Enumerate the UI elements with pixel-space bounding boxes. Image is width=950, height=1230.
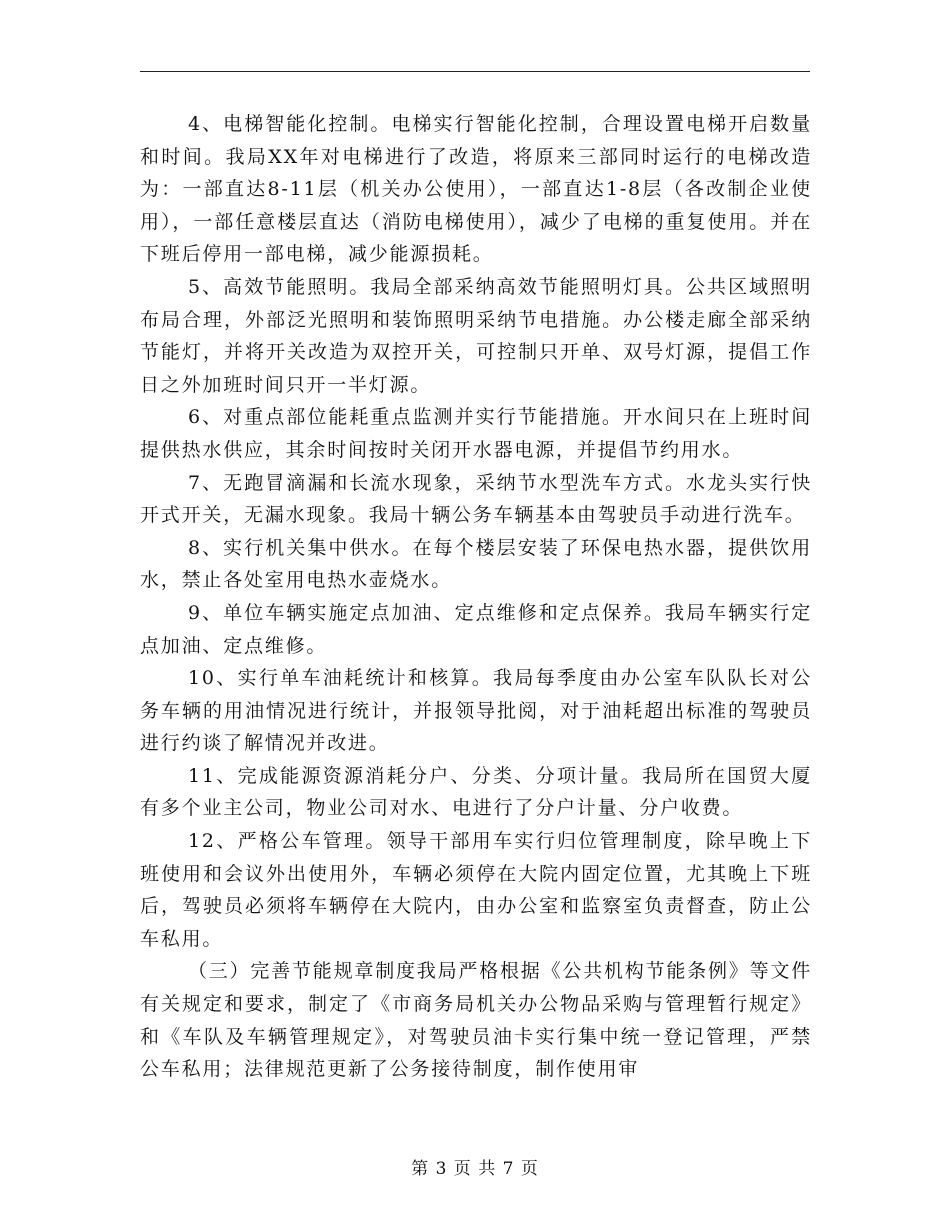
paragraph-fuel-statistics: 10、实行单车油耗统计和核算。我局每季度由办公室车队队长对公务车辆的用油情况进行统计，并报领导批阅，对于油耗超出标准的驾驶员进行约谈了解情况并改进。 xyxy=(140,667,812,755)
document-body xyxy=(140,108,812,1086)
paragraph-central-water-supply: 8、实行机关集中供水。在每个楼层安装了环保电热水器，提供饮用水，禁止各处室用电热水壶烧水。 xyxy=(140,536,812,592)
paragraph-key-area-monitoring: 6、对重点部位能耗重点监测并实行节能措施。开水间只在上班时间提供热水供应，其余时间按时关闭开水器电源，并提倡节约用水。 xyxy=(140,406,812,461)
page-footer: 第 3 页 共 7 页 xyxy=(411,1159,539,1179)
paragraph-regulations: （三）完善节能规章制度我局严格根据《公共机构节能条例》等文件有关规定和要求，制定了《市商务局机关办公物品采购与管理暂行规定》和《车队及车辆管理规定》，对驾驶员油卡实行集中统一登记管理，严禁公车私用；法律规范更新了公务接待制度，制作使用审 xyxy=(140,960,813,1081)
paragraph-energy-saving-lighting: 5、高效节能照明。我局全部采纳高效节能照明灯具。公共区域照明布局合理，外部泛光照明和装饰照明采纳节电措施。办公楼走廊全部采纳节能灯，并将开关改造为双控开关，可控制只开单、双号灯源，提倡工作日之外加班时间只开一半灯源。 xyxy=(140,275,812,396)
header-rule xyxy=(140,71,810,72)
paragraph-elevator-control: 4、电梯智能化控制。电梯实行智能化控制，合理设置电梯开启数量和时间。我局XX年对电梯进行了改造，将原来三部同时运行的电梯改造为：一部直达8-11层（机关办公使用），一部直达1-8层（各改制企业使用），一部任意楼层直达（消防电梯使用），减少了电梯的重复使用。并在下班后停用一部电梯，减少能源损耗。 xyxy=(140,113,812,266)
paragraph-metering: 11、完成能源资源消耗分户、分类、分项计量。我局所在国贸大厦有多个业主公司，物业公司对水、电进行了分户计量、分户收费。 xyxy=(140,764,812,820)
paragraph-water-saving: 7、无跑冒滴漏和长流水现象，采纳节水型洗车方式。水龙头实行快开式开关，无漏水现象。我局十辆公务车辆基本由驾驶员手动进行洗车。 xyxy=(140,471,812,527)
paragraph-vehicle-management: 12、严格公车管理。领导干部用车实行归位管理制度，除早晚上下班使用和会议外出使用外，车辆必须停在大院内固定位置，尤其晚上下班后，驾驶员必须将车辆停在大院内，由办公室和监察室负责督查，防止公车私用。 xyxy=(140,830,812,950)
paragraph-vehicle-maintenance: 9、单位车辆实施定点加油、定点维修和定点保养。我局车辆实行定点加油、定点维修。 xyxy=(140,601,812,657)
